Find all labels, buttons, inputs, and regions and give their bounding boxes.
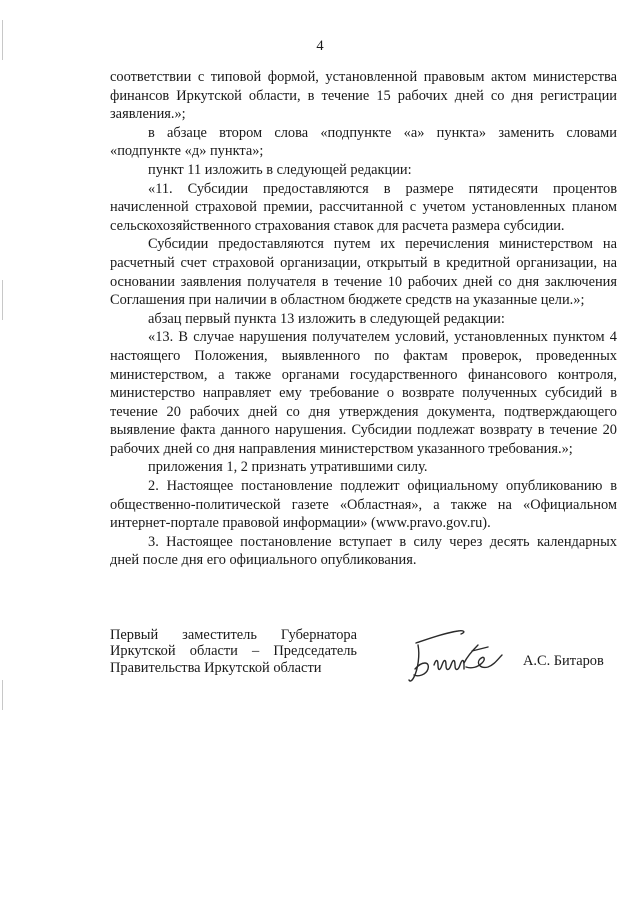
signatory-title-line: Правительства Иркутской области: [110, 659, 322, 676]
paragraph: «13. В случае нарушения получателем условий, установленных пунктом 4 настоящего Положения, выявленного по фактам проверок, проведенных министерством, а также органами государственного финансового контроля, министерство направляет ему требование о возврате полученных субсидий в течение 20 рабочих дней со дня утверждения документа, подтверждающего выявление факта данного нарушения. Субсидии подлежат возврату в течение 20 рабочих дней со дня направления министерством указанного требования.»;: [110, 329, 617, 457]
paragraph: абзац первый пункта 13 изложить в следующей редакции:: [148, 310, 505, 327]
scan-edge-mark: [2, 280, 3, 320]
paragraph: Субсидии предоставляются путем их перечисления министерством на расчетный счет страховой организации, открытый в кредитной организации, на основании заявления получателя в течение 10 рабочих дней со дня заключения Соглашения при наличии в областном бюджете средств на указанные цели.»;: [110, 236, 617, 309]
scan-edge-mark: [2, 680, 3, 710]
signature-block: [110, 625, 617, 685]
paragraph: пункт 11 изложить в следующей редакции:: [148, 161, 412, 178]
document-body: [110, 68, 617, 570]
handwritten-signature: [406, 625, 506, 687]
paragraph: «11. Субсидии предоставляются в размере пятидесяти процентов начисленной страховой премии, рассчитанной с учетом установленных планом сельскохозяйственного страхования ставок для расчета размера субсидии.: [110, 180, 617, 234]
paragraph: 2. Настоящее постановление подлежит официальному опубликованию в общественно-политической газете «Областная», а также на «Официальном интернет-портале правовой информации» (www.pravo.gov.ru).: [110, 478, 617, 532]
signatory-title-line: Первый заместитель Губернатора: [110, 627, 357, 643]
paragraph: в абзаце втором слова «подпункте «а» пункта» заменить словами «подпункте «д» пункта»;: [110, 124, 617, 160]
signatory-title-line: Иркутской области – Председатель: [110, 643, 357, 660]
signatory-name: А.С. Битаров: [523, 653, 604, 669]
paragraph: приложения 1, 2 признать утратившими силу.: [148, 459, 428, 476]
paragraph: соответствии с типовой формой, установленной правовым актом министерства финансов Иркутской области, в течение 15 рабочих дней со дня регистрации заявления.»;: [110, 69, 617, 123]
signatory-title: [110, 627, 370, 676]
page-number: 4: [316, 38, 324, 54]
paragraph: 3. Настоящее постановление вступает в силу через десять календарных дней после дня его официального опубликования.: [110, 533, 617, 569]
